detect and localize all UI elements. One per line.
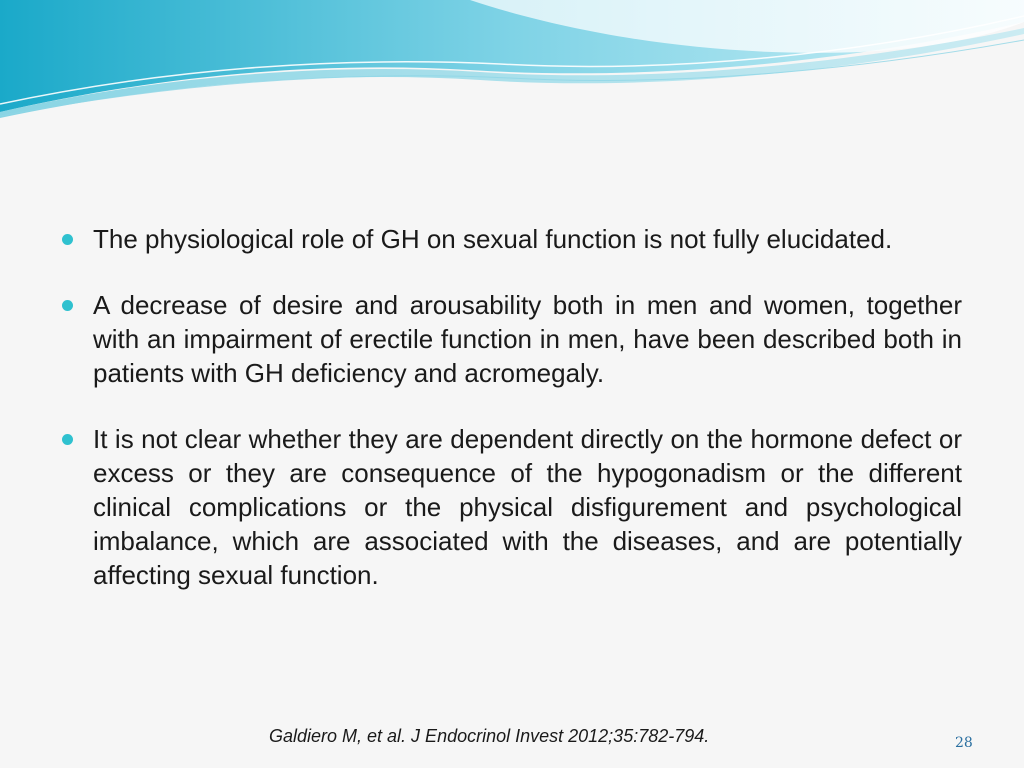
bullet-item-2 xyxy=(62,288,962,390)
bullet-item-1 xyxy=(62,222,962,256)
bullet-text: The physiological role of GH on sexual function is not fully elucidated. xyxy=(93,224,893,254)
bullet-item-3 xyxy=(62,422,962,592)
bullet-list xyxy=(62,222,962,624)
bullet-dot-icon xyxy=(62,300,73,311)
bullet-dot-icon xyxy=(62,234,73,245)
bullet-text: A decrease of desire and arousability both in men and women, together with an impairment of erectile function in men, have been described both in patients with GH deficiency and acromegaly. xyxy=(93,290,962,388)
citation: Galdiero M, et al. J Endocrinol Invest 2012;35:782-794. xyxy=(269,726,710,746)
bullet-text: It is not clear whether they are dependent directly on the hormone defect or excess or they are consequence of the hypogonadism or the different clinical complications or the physical disfigurement and psychological imbalance, which are associated with the diseases, and are potentially affecting sexual function. xyxy=(93,424,962,590)
bullet-dot-icon xyxy=(62,434,73,445)
page-number: 28 xyxy=(955,735,973,751)
header-wave-decoration xyxy=(0,0,1024,130)
